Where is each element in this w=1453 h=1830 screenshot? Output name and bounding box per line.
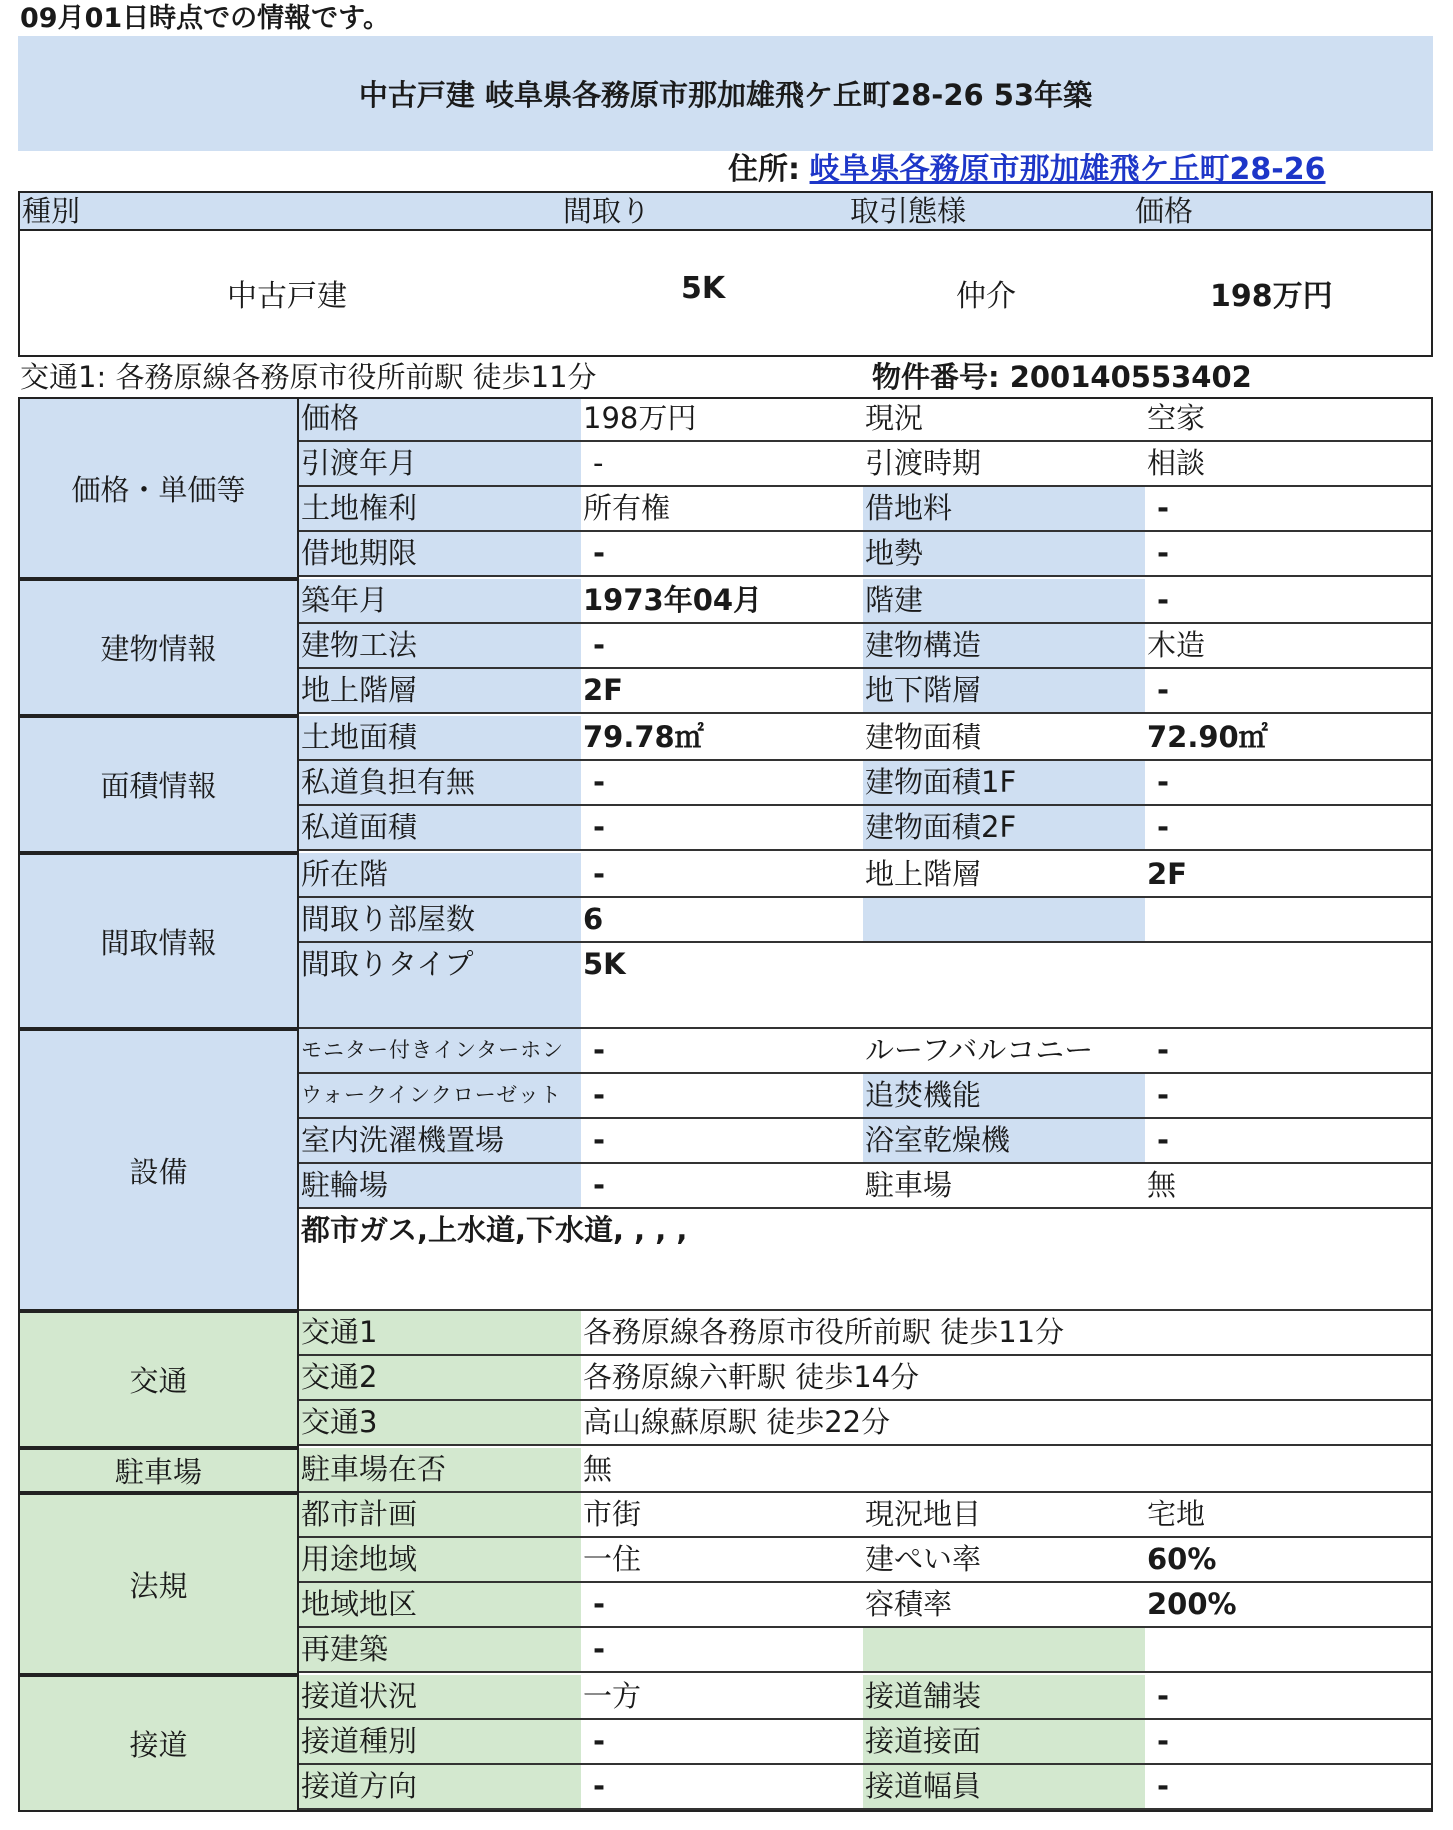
section-label: 法規: [18, 1493, 299, 1675]
field-label: 価格: [299, 397, 581, 442]
address-link[interactable]: 岐阜県各務原市那加雄飛ケ丘町28-26: [809, 152, 1326, 187]
section-label: 価格・単価等: [18, 397, 299, 579]
field-label: 交通1: [299, 1311, 581, 1356]
field-label: 間取りタイプ: [299, 943, 581, 1029]
traffic-summary: 交通1: 各務原線各務原市役所前駅 徒歩11分: [20, 360, 597, 394]
field-value: -: [581, 1119, 863, 1164]
field-value: 無: [1145, 1164, 1433, 1209]
field-value: 各務原線各務原市役所前駅 徒歩11分: [581, 1311, 1433, 1356]
table-row: [299, 1765, 1433, 1810]
field-value: 木造: [1145, 624, 1433, 669]
summary-header-price: 価格: [1135, 194, 1194, 228]
field-label: 引渡時期: [863, 442, 1145, 487]
field-label: 接道状況: [299, 1675, 581, 1720]
field-value: -: [1145, 1029, 1433, 1074]
section-label: 接道: [18, 1675, 299, 1812]
field-label: 地勢: [863, 532, 1145, 577]
table-row: [299, 943, 1433, 1029]
field-label: 追焚機能: [863, 1074, 1145, 1119]
summary-deal: 仲介: [956, 279, 1016, 314]
table-row: [299, 532, 1433, 577]
address-line: [728, 152, 1326, 188]
field-value: 市街: [581, 1493, 863, 1538]
field-label: 駐車場在否: [299, 1448, 581, 1493]
summary-layout: 5K: [681, 271, 726, 306]
field-value: -: [581, 1074, 863, 1119]
field-label: 容積率: [863, 1583, 1145, 1628]
field-value: 無: [581, 1448, 1433, 1493]
field-value: 相談: [1145, 442, 1433, 487]
field-value: 空家: [1145, 397, 1433, 442]
summary-header: [18, 191, 1433, 231]
field-label: [863, 1628, 1145, 1673]
field-value: 6: [581, 898, 863, 943]
table-row: [299, 1311, 1433, 1356]
field-label: 室内洗濯機置場: [299, 1119, 581, 1164]
section-label: 駐車場: [18, 1448, 299, 1493]
table-row: [299, 669, 1433, 714]
summary-type: 中古戸建: [227, 279, 347, 314]
field-label: 接道種別: [299, 1720, 581, 1765]
table-row: [299, 1164, 1433, 1209]
page-title: 中古戸建 岐阜県各務原市那加雄飛ケ丘町28-26 53年築: [18, 36, 1433, 151]
field-label: 土地権利: [299, 487, 581, 532]
field-label: 借地料: [863, 487, 1145, 532]
table-row: [299, 853, 1433, 898]
field-value: 198万円: [581, 397, 863, 442]
field-label: 現況地目: [863, 1493, 1145, 1538]
field-label: 接道方向: [299, 1765, 581, 1810]
field-value: 所有権: [581, 487, 863, 532]
table-row: [299, 1628, 1433, 1675]
field-value: -: [581, 853, 863, 898]
table-row: [299, 579, 1433, 624]
field-value: 宅地: [1145, 1493, 1433, 1538]
table-row: [299, 1583, 1433, 1628]
field-label: 用途地域: [299, 1538, 581, 1583]
field-label: 駐輪場: [299, 1164, 581, 1209]
field-label: 借地期限: [299, 532, 581, 577]
field-label: 現況: [863, 397, 1145, 442]
field-label: 間取り部屋数: [299, 898, 581, 943]
field-value: -: [1145, 761, 1433, 806]
field-value: -: [581, 1583, 863, 1628]
section-label: 建物情報: [18, 579, 299, 716]
field-value: 高山線蘇原駅 徒歩22分: [581, 1401, 1433, 1446]
field-value: -: [581, 1164, 863, 1209]
address-label: 住所:: [728, 152, 800, 187]
field-label: 接道幅員: [863, 1765, 1145, 1810]
table-row: [299, 624, 1433, 669]
field-value: -: [1145, 1765, 1433, 1810]
summary-header-type: 種別: [22, 194, 81, 228]
field-label: 建物構造: [863, 624, 1145, 669]
field-label: 接道接面: [863, 1720, 1145, 1765]
table-row: [299, 1119, 1433, 1164]
table-row: [299, 716, 1433, 761]
field-label: [863, 898, 1145, 943]
table-row: [299, 898, 1433, 943]
field-value: 60%: [1145, 1538, 1433, 1583]
field-label: ウォークインクローゼット: [299, 1074, 581, 1119]
field-value: -: [1145, 1119, 1433, 1164]
table-row: [299, 1074, 1433, 1119]
section-label: 設備: [18, 1029, 299, 1311]
field-label: 地上階層: [299, 669, 581, 714]
field-label: モニター付きインターホン: [299, 1029, 581, 1074]
field-label: ルーフバルコニー: [863, 1029, 1145, 1074]
field-value: -: [1145, 532, 1433, 577]
field-label: 浴室乾燥機: [863, 1119, 1145, 1164]
field-value: 200%: [1145, 1583, 1433, 1628]
field-value: [1145, 898, 1433, 943]
field-label: 私道負担有無: [299, 761, 581, 806]
table-row: [299, 1029, 1433, 1074]
table-row: [299, 761, 1433, 806]
field-label: 建物面積: [863, 716, 1145, 761]
field-value: -: [1145, 487, 1433, 532]
table-row: [299, 1448, 1433, 1493]
field-label: 接道舗装: [863, 1675, 1145, 1720]
field-value: -: [581, 1720, 863, 1765]
table-row: [299, 1538, 1433, 1583]
field-value: 一住: [581, 1538, 863, 1583]
field-value: -: [1145, 669, 1433, 714]
field-value: -: [1145, 1720, 1433, 1765]
field-value: -: [581, 1765, 863, 1810]
field-label: 引渡年月: [299, 442, 581, 487]
field-label: 地域地区: [299, 1583, 581, 1628]
summary-header-deal: 取引態様: [850, 194, 967, 228]
field-label: 地上階層: [863, 853, 1145, 898]
field-value: 一方: [581, 1675, 863, 1720]
summary-values: [18, 231, 1433, 357]
field-value: -: [1145, 1675, 1433, 1720]
field-value: 2F: [1145, 853, 1433, 898]
section-label: 面積情報: [18, 716, 299, 853]
field-value: -: [581, 624, 863, 669]
field-value: -: [581, 1029, 863, 1074]
field-value: 79.78㎡: [581, 716, 863, 761]
field-value: 2F: [581, 669, 863, 714]
field-label: 私道面積: [299, 806, 581, 851]
field-value: -: [1145, 806, 1433, 851]
table-row: [299, 1675, 1433, 1720]
field-label: 建物工法: [299, 624, 581, 669]
field-value: -: [1145, 1074, 1433, 1119]
field-value: -: [581, 761, 863, 806]
field-label: 建ぺい率: [863, 1538, 1145, 1583]
field-label: 再建築: [299, 1628, 581, 1673]
field-value: -: [1145, 579, 1433, 624]
property-number: 物件番号: 200140553402: [872, 360, 1252, 394]
field-value: 各務原線六軒駅 徒歩14分: [581, 1356, 1433, 1401]
table-row: [299, 397, 1433, 442]
field-value: 5K: [581, 943, 1433, 1029]
field-label: 建物面積2F: [863, 806, 1145, 851]
field-value: 1973年04月: [581, 579, 863, 624]
table-row: [299, 1356, 1433, 1401]
table-row: [299, 442, 1433, 487]
field-label: 階建: [863, 579, 1145, 624]
table-row: [299, 1493, 1433, 1538]
field-value: [1145, 1628, 1433, 1673]
field-label: 都市計画: [299, 1493, 581, 1538]
field-value: 72.90㎡: [1145, 716, 1433, 761]
summary-price: 198万円: [1210, 279, 1333, 314]
table-row: [299, 806, 1433, 851]
field-label: 地下階層: [863, 669, 1145, 714]
table-row: [299, 487, 1433, 532]
field-label: 駐車場: [863, 1164, 1145, 1209]
field-value: -: [581, 442, 863, 487]
as-of-notice: 09月01日時点での情報です。: [20, 3, 390, 34]
field-value: -: [581, 806, 863, 851]
equipment-note: 都市ガス,上水道,下水道, , , ,: [299, 1209, 1433, 1311]
field-label: 築年月: [299, 579, 581, 624]
field-value: -: [581, 1628, 863, 1673]
summary-header-layout: 間取り: [563, 194, 651, 228]
field-label: 交通2: [299, 1356, 581, 1401]
field-label: 所在階: [299, 853, 581, 898]
table-row: [299, 1720, 1433, 1765]
field-label: 建物面積1F: [863, 761, 1145, 806]
table-row: [299, 1401, 1433, 1446]
section-label: 間取情報: [18, 853, 299, 1029]
field-label: 土地面積: [299, 716, 581, 761]
section-label: 交通: [18, 1311, 299, 1448]
field-label: 交通3: [299, 1401, 581, 1446]
field-value: -: [581, 532, 863, 577]
